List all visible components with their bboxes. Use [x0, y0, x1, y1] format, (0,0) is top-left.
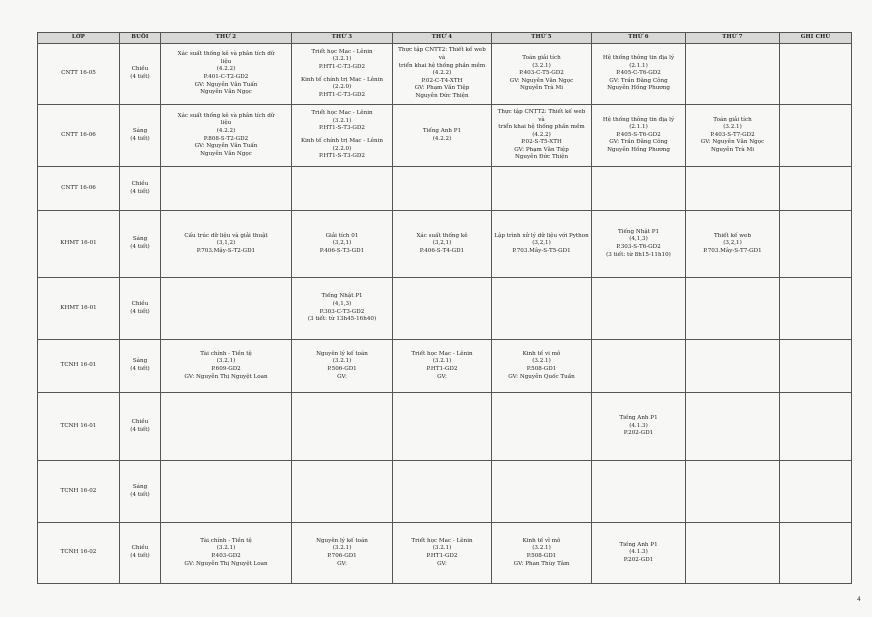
cell-line: (3.2.1) — [332, 358, 352, 365]
column-header: THỨ 7 — [686, 33, 780, 44]
session-periods: (4 tiết) — [130, 74, 150, 80]
cell-line: Tiếng Anh P1 — [619, 415, 658, 422]
cell-line: Nguyễn Trà Mi — [710, 146, 755, 153]
schedule-body — [38, 44, 852, 584]
cell-line: Giải tích 01 — [325, 232, 359, 239]
schedule-cell — [492, 461, 592, 523]
class-name: TCNH 16-01 — [38, 393, 120, 461]
cell-line: liệu — [220, 58, 232, 65]
cell-line: GV: — [437, 373, 447, 380]
cell-line: Hệ thống thông tin địa lý — [602, 116, 675, 123]
schedule-cell — [161, 393, 292, 461]
schedule-row — [38, 211, 852, 278]
session-name: Sáng — [132, 127, 148, 134]
cell-line: Tiếng Nhật P1 — [617, 228, 660, 235]
session-name: Chiều — [131, 180, 149, 187]
cell-line: P.HT1-S-T3-GD2 — [319, 153, 365, 160]
schedule-row — [38, 44, 852, 105]
class-name: KHMT 16-01 — [38, 211, 120, 278]
cell-line: (2.1.1) — [629, 124, 648, 131]
cell-line: Nguyễn Hồng Phương — [607, 146, 670, 153]
cell-line: P.703.Mây-S-T5-GD1 — [512, 247, 571, 254]
cell-line: (3.2.1) — [332, 117, 352, 124]
schedule-cell — [492, 340, 592, 393]
cell-line: (4.2.2) — [216, 66, 236, 73]
session-name: Sáng — [132, 236, 148, 243]
cell-line: Kinh tế vi mô — [522, 350, 561, 357]
cell-line: Xác suất thống kê và phân tích dữ — [177, 112, 275, 119]
schedule-row — [38, 278, 852, 340]
schedule-cell — [592, 278, 686, 340]
schedule-cell — [686, 44, 780, 105]
cell-line: P.02-C-T4-XTH — [421, 77, 463, 84]
schedule-cell — [161, 461, 292, 523]
session-periods: (4 tiết) — [130, 135, 150, 142]
cell-line: P.303-S-T6-GD2 — [616, 244, 661, 250]
column-header: THỨ 5 — [492, 33, 592, 44]
cell-line: GV: Nguyễn Thị Nguyệt Loan — [184, 373, 268, 380]
schedule-row — [38, 523, 852, 584]
schedule-cell — [592, 44, 686, 105]
schedule-cell — [292, 523, 393, 584]
cell-line: P.401-C-T2-GD2 — [203, 74, 249, 80]
cell-line: (3.2.1) — [532, 545, 551, 552]
cell-line: (4.2.2) — [532, 131, 551, 138]
schedule-cell — [592, 461, 686, 523]
cell-line: GV: — [437, 560, 447, 567]
cell-line: (4,1,3) — [332, 300, 352, 307]
schedule-cell — [492, 523, 592, 584]
cell-line: P.405-S-T6-GD2 — [616, 131, 661, 138]
cell-line: P.703.Mây-S-T7-GD1 — [703, 247, 762, 254]
cell-line: GV: Nguyễn Văn Tuấn — [194, 143, 258, 150]
cell-line: P.609-GD2 — [211, 366, 241, 372]
cell-line: Thiết kế web — [714, 232, 751, 239]
column-header: THỨ 6 — [592, 33, 686, 44]
cell-line: P.405-C-T6-GD2 — [616, 70, 661, 77]
cell-line: Cấu trúc dữ liệu và giải thuật — [184, 232, 268, 239]
cell-line: P.403-GD2 — [211, 553, 241, 559]
schedule-cell — [292, 461, 393, 523]
schedule-row — [38, 340, 852, 393]
cell-line: (3.2.1) — [432, 545, 452, 552]
cell-line: Kinh tế chính trị Mac - Lênin — [300, 76, 384, 83]
session-cell — [120, 105, 161, 167]
schedule-cell — [592, 340, 686, 393]
cell-line: Toán giải tích — [713, 116, 752, 123]
cell-line: (4.1.3) — [629, 549, 648, 556]
cell-line: Nguyễn Trà Mi — [519, 85, 564, 92]
schedule-cell — [686, 167, 780, 211]
class-name: CNTT 16-06 — [38, 105, 120, 167]
schedule-cell — [780, 167, 852, 211]
cell-line: GV: Trần Đăng Công — [609, 77, 668, 84]
schedule-cell — [592, 105, 686, 167]
schedule-cell — [393, 105, 492, 167]
page-number: 4 — [857, 596, 861, 603]
schedule-cell — [780, 393, 852, 461]
cell-line: P.508-GD1 — [526, 553, 557, 559]
column-header: THỨ 3 — [292, 33, 393, 44]
schedule-cell — [393, 167, 492, 211]
schedule-cell — [492, 105, 592, 167]
session-cell — [120, 340, 161, 393]
cell-line: Nguyễn Đức Thiện — [415, 92, 469, 99]
cell-line: GV: Trần Đăng Công — [609, 139, 668, 146]
cell-line: Triết học Mac - Lênin — [411, 537, 473, 544]
session-name: Chiều — [131, 66, 149, 73]
cell-line: GV: Phạm Văn Tiệp — [514, 146, 569, 153]
cell-line: Lập trình xử lý dữ liệu với Python — [494, 232, 589, 239]
schedule-row — [38, 461, 852, 523]
cell-line: P.403-S-T7-GD2 — [710, 131, 755, 138]
class-name: TCNH 16-01 — [38, 340, 120, 393]
column-header: LỚP — [38, 33, 120, 44]
cell-line: (2.2.0) — [332, 84, 352, 91]
schedule-cell — [161, 523, 292, 584]
cell-line: triển khai hệ thống phần mềm — [498, 124, 585, 131]
cell-line: P.703.Mây-S-T2-GD1 — [196, 247, 256, 254]
cell-line: P.303-C-T3-GD2 — [319, 308, 365, 315]
cell-line: (4.1.3) — [629, 422, 648, 429]
session-cell — [120, 461, 161, 523]
schedule-cell — [292, 278, 393, 340]
cell-line: (3.2.1) — [216, 358, 236, 365]
schedule-cell — [393, 211, 492, 278]
cell-line: (3.2.1) — [532, 358, 551, 365]
schedule-cell — [686, 211, 780, 278]
session-cell — [120, 167, 161, 211]
schedule-cell — [492, 44, 592, 105]
schedule-cell — [686, 461, 780, 523]
cell-line: (3,2,1) — [532, 240, 551, 247]
schedule-cell — [393, 461, 492, 523]
cell-line: GV: Phạm Văn Tiệp — [414, 85, 470, 92]
cell-line: (3.2.1) — [532, 62, 551, 69]
schedule-cell — [161, 167, 292, 211]
cell-line: liệu — [220, 120, 232, 127]
cell-line: P.HT1-C-T3-GD2 — [318, 63, 366, 70]
cell-line: (3,1,2) — [216, 240, 236, 247]
cell-line: P.403-C-T5-GD2 — [519, 70, 564, 77]
session-name: Sáng — [132, 483, 148, 490]
column-header: GHI CHÚ — [780, 33, 852, 44]
cell-line: Hệ thống thông tin địa lý — [602, 55, 675, 62]
column-header: BUỔI — [120, 33, 161, 44]
cell-line: (4.2.2) — [216, 127, 236, 134]
schedule-row — [38, 105, 852, 167]
cell-line: (4.2.2) — [432, 135, 452, 142]
schedule-sheet — [37, 32, 852, 584]
schedule-cell — [161, 340, 292, 393]
cell-line: P.406-S-T3-GD1 — [319, 247, 365, 254]
cell-line: P.HT1-S-T3-GD2 — [319, 125, 365, 132]
cell-line: Tiếng Nhật P1 — [321, 293, 363, 300]
schedule-cell — [393, 44, 492, 105]
session-periods: (4 tiết) — [130, 308, 150, 315]
session-name: Chiều — [131, 545, 149, 552]
schedule-cell — [686, 340, 780, 393]
schedule-cell — [592, 523, 686, 584]
schedule-cell — [292, 105, 393, 167]
cell-line: Kinh tế vĩ mô — [522, 537, 561, 544]
class-name: TCNH 16-02 — [38, 523, 120, 584]
schedule-cell — [492, 393, 592, 461]
cell-line: P.202-GD1 — [623, 556, 654, 563]
cell-line: Xác suất thống kê và phân tích dữ — [177, 51, 275, 58]
cell-line: (3,2,1) — [332, 240, 352, 247]
session-cell — [120, 523, 161, 584]
cell-line: (3 tiết: từ 13h45-16h40) — [307, 316, 377, 323]
cell-line: Toán giải tích — [522, 55, 561, 62]
cell-line: P.808-S-T2-GD2 — [203, 135, 249, 142]
column-header: THỨ 4 — [393, 33, 492, 44]
cell-line: GV: Nguyễn Văn Ngọc — [700, 139, 765, 146]
cell-line: (2.2.0) — [332, 145, 352, 152]
cell-line: Nguyên lý kế toán — [316, 537, 368, 544]
cell-line: GV: Nguyễn Văn Tuấn — [194, 81, 258, 88]
header-row — [38, 33, 852, 44]
cell-line: Nguyễn Hồng Phương — [607, 85, 670, 92]
schedule-cell — [780, 461, 852, 523]
cell-line: Nguyễn Văn Ngọc — [200, 150, 252, 157]
cell-line: (3.2.1) — [723, 124, 742, 131]
schedule-cell — [686, 105, 780, 167]
session-name: Chiều — [131, 300, 149, 307]
session-cell — [120, 211, 161, 278]
schedule-cell — [592, 211, 686, 278]
schedule-cell — [780, 105, 852, 167]
schedule-cell — [292, 44, 393, 105]
schedule-table — [37, 32, 852, 584]
schedule-cell — [492, 211, 592, 278]
cell-line: Triết học Mac - Lênin — [311, 110, 373, 117]
cell-line: Nguyễn Đức Thiện — [514, 154, 569, 161]
schedule-cell — [492, 167, 592, 211]
cell-line: GV: Phan Thùy Tâm — [513, 560, 570, 567]
column-header: THỨ 2 — [161, 33, 292, 44]
schedule-row — [38, 167, 852, 211]
schedule-cell — [161, 211, 292, 278]
schedule-cell — [393, 393, 492, 461]
schedule-cell — [161, 278, 292, 340]
schedule-cell — [780, 211, 852, 278]
cell-line: Tài chính - Tiền tệ — [200, 537, 252, 544]
class-name: CNTT 16-06 — [38, 167, 120, 211]
cell-line: P.202-GD1 — [623, 430, 654, 437]
cell-line: (3.2.1) — [332, 545, 352, 552]
schedule-cell — [780, 340, 852, 393]
schedule-cell — [292, 340, 393, 393]
cell-line: triển khai hệ thống phần mềm — [398, 62, 486, 69]
cell-line: Thực tập CNTT2: Thiết kế web và — [398, 47, 486, 62]
cell-line: Tài chính - Tiền tệ — [200, 350, 252, 357]
class-name: KHMT 16-01 — [38, 278, 120, 340]
cell-line: (3.2.1) — [432, 358, 452, 365]
schedule-cell — [492, 278, 592, 340]
session-cell — [120, 393, 161, 461]
session-cell — [120, 44, 161, 105]
session-cell — [120, 278, 161, 340]
cell-line: P.506-GD1 — [327, 366, 357, 372]
schedule-cell — [161, 44, 292, 105]
schedule-cell — [780, 44, 852, 105]
cell-line: (3 tiết: từ 8h15-11h10) — [606, 251, 671, 258]
schedule-cell — [393, 523, 492, 584]
cell-line: Tiếng Anh P1 — [619, 541, 658, 548]
schedule-cell — [592, 167, 686, 211]
schedule-cell — [292, 167, 393, 211]
cell-line: (4,1,3) — [629, 236, 648, 243]
schedule-cell — [780, 523, 852, 584]
cell-line: (3,2,1) — [432, 240, 452, 247]
cell-line: Nguyễn Văn Ngọc — [200, 89, 252, 96]
session-periods: (4 tiết) — [130, 491, 150, 498]
cell-line: GV: Nguyễn Thị Nguyệt Loan — [184, 560, 268, 567]
cell-line: P.508-GD1 — [526, 366, 557, 372]
schedule-cell — [161, 105, 292, 167]
schedule-cell — [686, 278, 780, 340]
schedule-cell — [393, 278, 492, 340]
schedule-cell — [292, 393, 393, 461]
session-periods: (4 tiết) — [130, 366, 150, 372]
cell-line: GV: — [337, 373, 347, 380]
class-name: TCNH 16-02 — [38, 461, 120, 523]
session-name: Chiều — [131, 418, 149, 425]
cell-line: Nguyên lý kế toán — [316, 350, 368, 357]
schedule-row — [38, 393, 852, 461]
class-name: CNTT 16-05 — [38, 44, 120, 105]
cell-line: (3,2,1) — [723, 240, 742, 247]
cell-line: P.406-S-T4-GD1 — [419, 247, 465, 254]
cell-line: P.706-GD1 — [327, 553, 357, 559]
session-name: Sáng — [132, 358, 148, 365]
cell-line: GV: — [337, 560, 347, 567]
cell-line: (3.2.1) — [332, 56, 352, 63]
cell-line: Xác suất thống kê — [416, 232, 468, 239]
cell-line: (2.1.1) — [629, 62, 648, 69]
schedule-cell — [686, 523, 780, 584]
schedule-cell — [780, 278, 852, 340]
schedule-cell — [592, 393, 686, 461]
cell-line: P.HT1-GD2 — [426, 366, 458, 372]
cell-line: P.HT1-GD2 — [426, 553, 458, 559]
cell-line: P.02-S-T5-XTH — [521, 139, 562, 146]
cell-line: GV: Nguyễn Quốc Tuấn — [508, 373, 575, 380]
cell-line: (3.2.1) — [216, 545, 236, 552]
session-periods: (4 tiết) — [130, 244, 150, 250]
cell-line: GV: Nguyễn Văn Ngọc — [509, 77, 574, 84]
session-periods: (4 tiết) — [130, 188, 150, 195]
cell-line: Tiếng Anh P1 — [422, 127, 462, 134]
cell-line: (4.2.2) — [432, 70, 452, 77]
schedule-cell — [292, 211, 393, 278]
schedule-cell — [686, 393, 780, 461]
cell-line: Thực tập CNTT2: Thiết kế web và — [497, 108, 586, 123]
cell-line: P.HT1-C-T3-GD2 — [318, 91, 366, 98]
cell-line: Triết học Mac - Lênin — [311, 48, 373, 55]
cell-line: Triết học Mac - Lênin — [411, 350, 473, 357]
cell-line: Kinh tế chính trị Mac - Lênin — [300, 138, 384, 144]
session-periods: (4 tiết) — [130, 553, 150, 559]
schedule-cell — [393, 340, 492, 393]
session-periods: (4 tiết) — [130, 426, 150, 433]
